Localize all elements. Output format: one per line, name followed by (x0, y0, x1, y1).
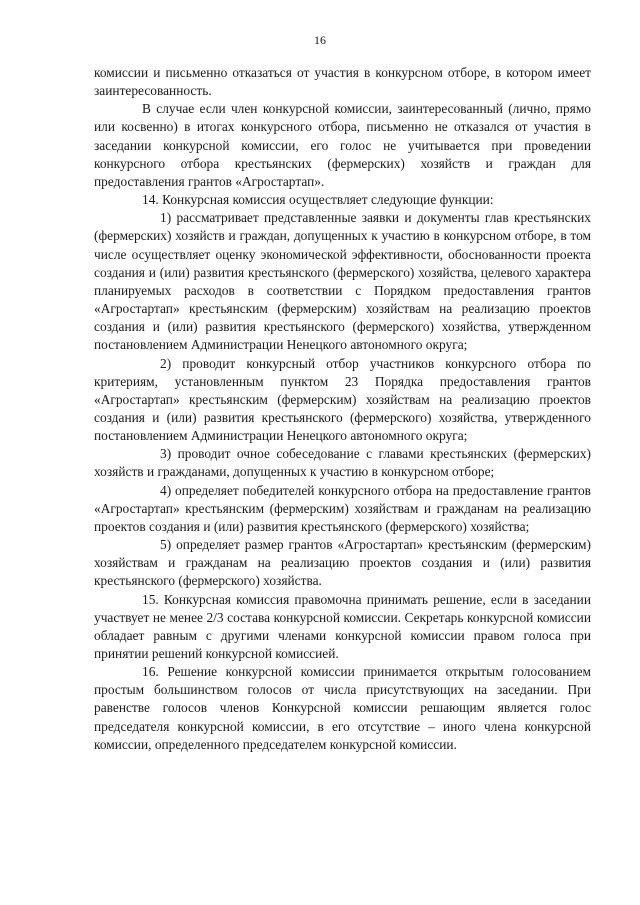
page-number: 16 (314, 33, 326, 47)
paragraph-function-4: 4) определяет победителей конкурсного отбора на предоставление грантов «Агростартап» крестьянским (фермерским) хозяйствам и гражданам на реализацию проектов создания и (или) развития крестьянского (фермерского) хозяйства; (94, 482, 591, 534)
paragraph-function-3: 3) проводит очное собеседование с главами крестьянских (фермерских) хозяйств и гражданами, допущенных к участию в конкурсном отборе; (94, 446, 591, 480)
paragraph-function-1: 1) рассматривает представленные заявки и документы глав крестьянских (фермерских) хозяйств и граждан, допущенных к участию в конкурсном отборе, в том числе осуществляет оценку экономической эффективности, обоснованности проекта создания и (или) развития крестьянского (фермерского) хозяйства, целевого характера планируемых расходов в соответствии с Порядком предоставления грантов «Агростартап» крестьянским (фермерским) хозяйствам на реализацию проектов создания и (или) развития крестьянского (фермерского) хозяйства, утвержденном постановлением Администрации Ненецкого автономного округа; (94, 210, 591, 353)
paragraph-conflict-of-interest: В случае если член конкурсной комиссии, заинтересованный (лично, прямо или косвенно) в итогах конкурсного отбора, письменно не отказался от участия в заседании конкурсной комиссии, его голос не учитывается при проведении конкурсного отбора крестьянских (фермерских) хозяйств и граждан для предоставления грантов «Агростартап». (94, 101, 591, 189)
document-body (94, 64, 591, 754)
paragraph-16-decision: 16. Решение конкурсной комиссии принимается открытым голосованием простым большинством голосов от числа присутствующих на заседании. При равенстве голосов членов Конкурсной комиссии решающим является голос председателя конкурсной комиссии, в его отсутствие – иного члена конкурсной комиссии, определенного председателем конкурсной комиссии. (94, 664, 591, 752)
paragraph-function-2: 2) проводит конкурсный отбор участников конкурсного отбора по критериям, установленным пунктом 23 Порядка предоставления грантов «Агростартап» крестьянским (фермерским) хозяйствам на реализацию проектов создания и (или) развития крестьянского (фермерского) хозяйства, утвержденного постановлением Администрации Ненецкого автономного округа; (94, 355, 591, 444)
paragraph-continuation: комиссии и письменно отказаться от участия в конкурсном отборе, в котором имеет заинтересованность. (94, 65, 591, 99)
paragraph-14-heading: 14. Конкурсная комиссия осуществляет следующие функции: (142, 192, 494, 208)
paragraph-function-5: 5) определяет размер грантов «Агростартап» крестьянским (фермерским) хозяйствам и гражданам на реализацию проектов создания и (или) развития крестьянского (фермерского) хозяйства. (94, 537, 591, 589)
paragraph-15-quorum: 15. Конкурсная комиссия правомочна принимать решение, если в заседании участвует не менее 2/3 состава конкурсной комиссии. Секретарь конкурсной комиссии обладает равным с другими членами конкурсной комиссии правом голоса при принятии решений конкурсной комиссией. (94, 591, 591, 661)
